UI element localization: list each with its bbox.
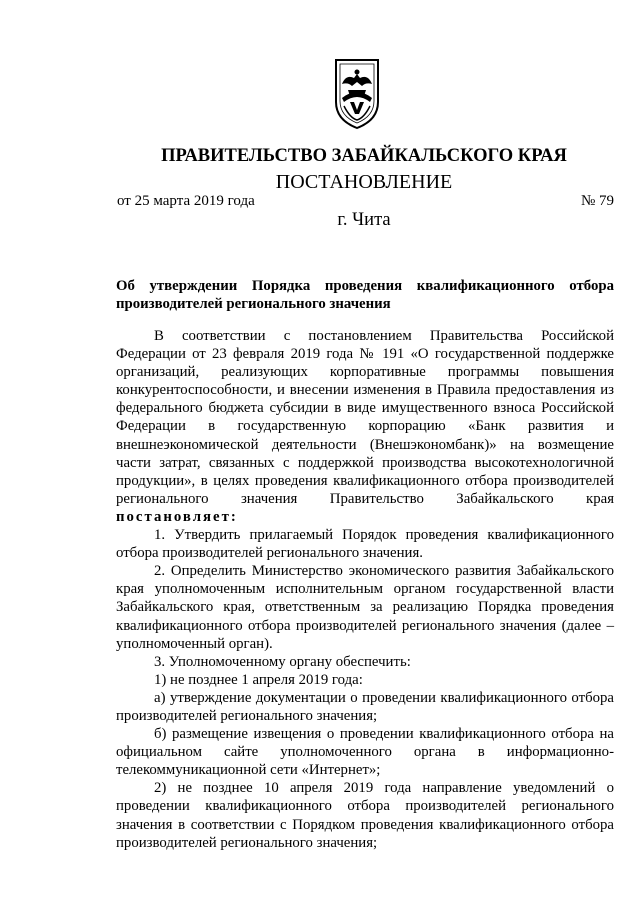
paragraph-3-1-b: б) размещение извещения о проведении квалификационного отбора на официальном сайте уполномоченного органа в информационно-телекоммуникационной сети «Интернет»; <box>116 726 614 779</box>
document-subject: Об утверждении Порядка проведения квалификационного отбора производителей регионального значения <box>116 278 614 312</box>
government-name: ПРАВИТЕЛЬСТВО ЗАБАЙКАЛЬСКОГО КРАЯ <box>161 146 567 166</box>
paragraph-3-1-a: а) утверждение документации о проведении квалификационного отбора производителей регионального значения; <box>116 689 614 724</box>
coat-of-arms-icon <box>330 56 384 132</box>
document-type: ПОСТАНОВЛЕНИЕ <box>275 171 453 193</box>
paragraph-3-1: 1) не позднее 1 апреля 2019 года: <box>154 671 363 688</box>
preamble-paragraph <box>116 327 614 526</box>
paragraph-1: 1. Утвердить прилагаемый Порядок проведения квалификационного отбора производителей регионального значения. <box>116 527 614 562</box>
document-date: от 25 марта 2019 года <box>117 193 255 209</box>
resolves-word: постановляет: <box>116 508 238 525</box>
document-city: г. Чита <box>337 210 391 230</box>
paragraph-3-2: 2) не позднее 10 апреля 2019 года направление уведомлений о проведении квалификационного отбора производителей регионального значения в соответствии с Порядком проведения квалификационного отбора производителей регионального значения; <box>116 780 614 851</box>
document-number: № 79 <box>580 193 614 209</box>
document-body <box>116 327 614 852</box>
preamble-text: В соответствии с постановлением Правительства Российской Федерации от 23 февраля 2019 года № 191 «О государственной поддержке организаций, реализующих корпоративные программы повышения конкурентоспособности, и внесении изменения в Правила предоставления из федерального бюджета субсидии в виде имущественного взноса Российской Федерации в государственную корпорацию «Банк развития и внешнеэкономической деятельности (Внешэкономбанк)» на возмещение части затрат, связанных с поддержкой производства высокотехнологичной продукции», в целях проведения квалификационного отбора производителей регионального значения Правительство Забайкальского края <box>116 328 614 507</box>
paragraph-3: 3. Уполномоченному органу обеспечить: <box>154 653 411 670</box>
paragraph-2: 2. Определить Министерство экономического развития Забайкальского края уполномоченным исполнительным органом государственной власти Забайкальского края, ответственным за реализацию Порядка проведения квалификационного отбора производителей регионального значения (далее – уполномоченный орган). <box>116 563 614 652</box>
